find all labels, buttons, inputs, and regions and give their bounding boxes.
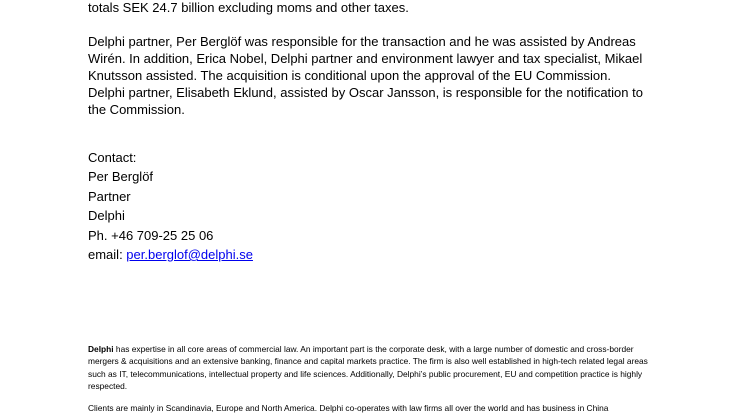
footer-clients-paragraph: Clients are mainly in Scandinavia, Europe and North America. Delphi co-operates with law firms all over the world and has business in China <box>88 403 609 413</box>
contact-title: Partner <box>88 188 131 204</box>
contact-email-link[interactable]: per.berglof@delphi.se <box>126 247 253 263</box>
contact-email-line <box>88 245 253 264</box>
contact-heading: Contact: <box>88 150 137 165</box>
contact-block <box>88 148 253 264</box>
footer-about-text: has expertise in all core areas of commercial law. An important part is the corporate desk, with a large number of domestic and cross-border mergers & acquisitions and an extensive banking, finance and capital markets practice. The firm is also well established in high-tech related legal areas such as IT, telecommunications, intellectual property and life sciences. Additionally, Delphi’s public procurement, EU and competition practice is highly respected. <box>88 344 648 392</box>
footer-about-paragraph <box>88 343 648 393</box>
contact-email-label: email: <box>88 247 127 263</box>
footer-company-name: Delphi <box>88 344 114 354</box>
paragraph-totals: totals SEK 24.7 billion excluding moms and other taxes. <box>88 0 409 15</box>
contact-phone: Ph. +46 709-25 25 06 <box>88 227 214 243</box>
contact-company: Delphi <box>88 208 125 224</box>
contact-name: Per Berglöf <box>88 169 154 185</box>
paragraph-transaction: Delphi partner, Per Berglöf was responsible for the transaction and he was assisted by Andreas Wirén. In addition, Erica Nobel, Delphi partner and environment lawyer and tax specialist, Mikael Knutsson assisted. The acquisition is conditional upon the approval of the EU Commission. Delphi partner, Elisabeth Eklund, assisted by Oscar Jansson, is responsible for the notification to the Commission. <box>88 34 643 117</box>
